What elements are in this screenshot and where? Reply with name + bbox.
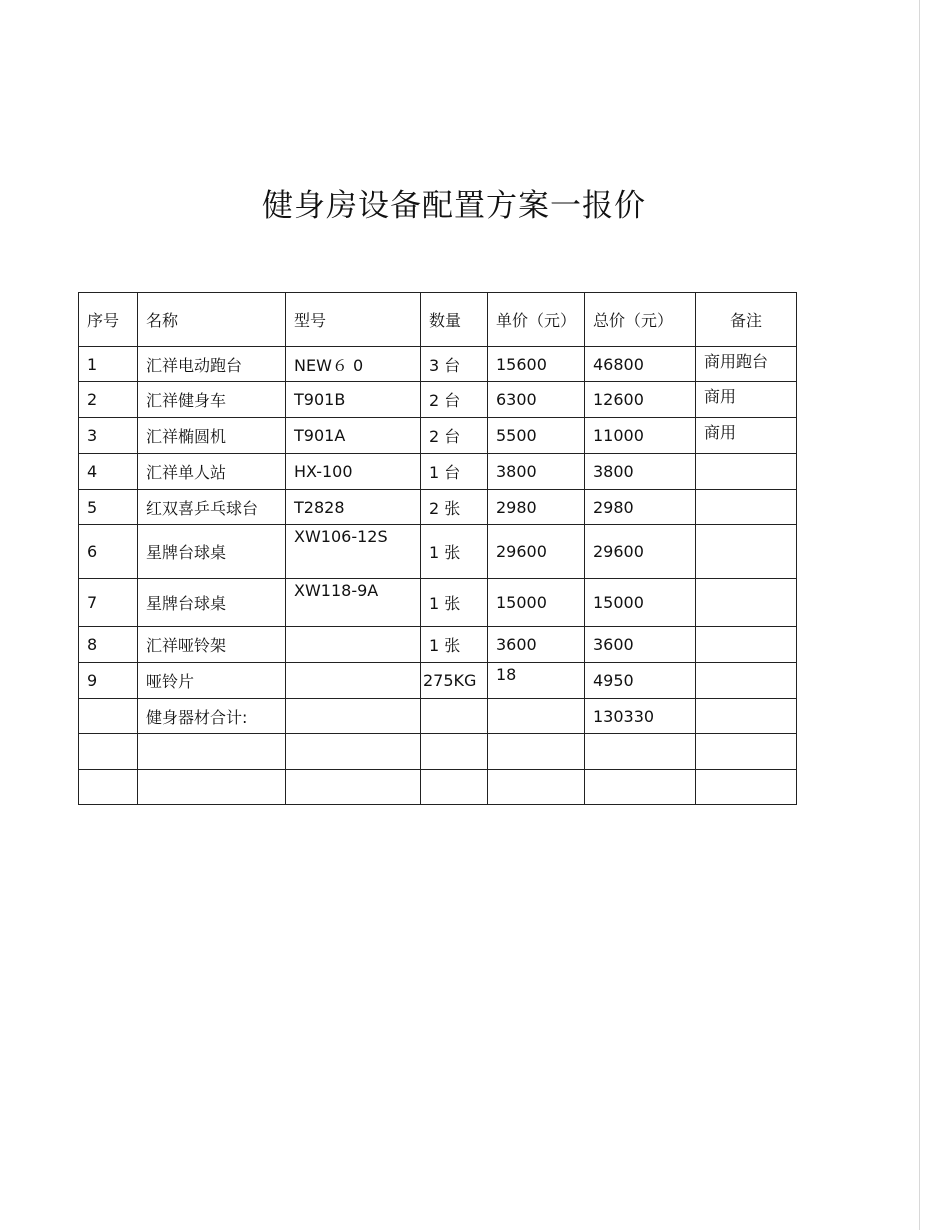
cell-name xyxy=(138,734,286,770)
cell-note xyxy=(696,734,797,770)
cell-note xyxy=(696,770,797,805)
cell-index xyxy=(79,699,138,734)
cell-quantity: 275KG xyxy=(421,663,488,699)
cell-quantity: 1 张 xyxy=(421,627,488,663)
cell-unit-price: 3800 xyxy=(488,454,585,490)
cell-quantity: 2 台 xyxy=(421,382,488,418)
table-row xyxy=(79,418,797,454)
cell-total-price: 12600 xyxy=(585,382,696,418)
cell-model: XW106-12S xyxy=(286,525,421,579)
cell-quantity: 1 张 xyxy=(421,525,488,579)
cell-note xyxy=(696,699,797,734)
cell-quantity: 3 台 xyxy=(421,347,488,382)
table-header-row xyxy=(79,293,797,347)
cell-note: 商用 xyxy=(696,382,797,418)
document-title: 健身房设备配置方案一报价 xyxy=(262,188,646,224)
cell-total-price: 15000 xyxy=(585,579,696,627)
cell-index xyxy=(79,770,138,805)
cell-model xyxy=(286,627,421,663)
cell-unit-price: 15000 xyxy=(488,579,585,627)
cell-quantity: 2 张 xyxy=(421,490,488,525)
cell-name: 汇祥哑铃架 xyxy=(138,627,286,663)
cell-quantity: 2 台 xyxy=(421,418,488,454)
cell-unit-price: 3600 xyxy=(488,627,585,663)
cell-note xyxy=(696,525,797,579)
cell-total-price: 3600 xyxy=(585,627,696,663)
cell-index: 8 xyxy=(79,627,138,663)
cell-unit-price: 29600 xyxy=(488,525,585,579)
cell-total-price: 2980 xyxy=(585,490,696,525)
header-total-price: 总价（元） xyxy=(585,293,696,347)
cell-total-price: 46800 xyxy=(585,347,696,382)
table-row xyxy=(79,627,797,663)
cell-total-price: 4950 xyxy=(585,663,696,699)
cell-name: 汇祥单人站 xyxy=(138,454,286,490)
cell-name: 汇祥健身车 xyxy=(138,382,286,418)
cell-index: 5 xyxy=(79,490,138,525)
cell-model xyxy=(286,770,421,805)
cell-total-price xyxy=(585,770,696,805)
cell-unit-price xyxy=(488,734,585,770)
page-edge-rule xyxy=(919,0,920,1230)
cell-quantity: 1 台 xyxy=(421,454,488,490)
cell-name: 健身器材合计: xyxy=(138,699,286,734)
cell-unit-price: 15600 xyxy=(488,347,585,382)
cell-index xyxy=(79,734,138,770)
cell-unit-price xyxy=(488,770,585,805)
cell-quantity xyxy=(421,770,488,805)
quote-table xyxy=(78,292,797,805)
table-row xyxy=(79,454,797,490)
cell-model: XW118-9A xyxy=(286,579,421,627)
cell-unit-price: 18 xyxy=(488,663,585,699)
cell-name: 汇祥椭圆机 xyxy=(138,418,286,454)
cell-model: T2828 xyxy=(286,490,421,525)
cell-model xyxy=(286,734,421,770)
cell-name xyxy=(138,770,286,805)
cell-model: NEW６ 0 xyxy=(286,347,421,382)
header-name: 名称 xyxy=(138,293,286,347)
cell-index: 1 xyxy=(79,347,138,382)
cell-name: 星牌台球桌 xyxy=(138,525,286,579)
cell-quantity xyxy=(421,734,488,770)
cell-model: T901B xyxy=(286,382,421,418)
table-row xyxy=(79,579,797,627)
cell-note: 商用 xyxy=(696,418,797,454)
header-index: 序号 xyxy=(79,293,138,347)
table-row xyxy=(79,347,797,382)
cell-index: 6 xyxy=(79,525,138,579)
cell-total-price: 3800 xyxy=(585,454,696,490)
cell-unit-price: 2980 xyxy=(488,490,585,525)
cell-note: 商用跑台 xyxy=(696,347,797,382)
cell-note xyxy=(696,627,797,663)
cell-total-price: 11000 xyxy=(585,418,696,454)
cell-quantity xyxy=(421,699,488,734)
table-row xyxy=(79,525,797,579)
table-row xyxy=(79,490,797,525)
cell-note xyxy=(696,490,797,525)
table-row xyxy=(79,770,797,805)
cell-model: HX-100 xyxy=(286,454,421,490)
cell-index: 7 xyxy=(79,579,138,627)
cell-name: 汇祥电动跑台 xyxy=(138,347,286,382)
cell-total-price: 29600 xyxy=(585,525,696,579)
header-unit-price: 单价（元） xyxy=(488,293,585,347)
cell-unit-price: 6300 xyxy=(488,382,585,418)
cell-note xyxy=(696,454,797,490)
cell-index: 4 xyxy=(79,454,138,490)
cell-note xyxy=(696,663,797,699)
cell-total-price: 130330 xyxy=(585,699,696,734)
table-row xyxy=(79,382,797,418)
cell-index: 9 xyxy=(79,663,138,699)
cell-index: 2 xyxy=(79,382,138,418)
cell-total-price xyxy=(585,734,696,770)
cell-model xyxy=(286,663,421,699)
header-model: 型号 xyxy=(286,293,421,347)
cell-note xyxy=(696,579,797,627)
cell-model: T901A xyxy=(286,418,421,454)
table-row xyxy=(79,734,797,770)
cell-index: 3 xyxy=(79,418,138,454)
cell-model xyxy=(286,699,421,734)
cell-name: 哑铃片 xyxy=(138,663,286,699)
header-note: 备注 xyxy=(696,293,797,347)
table-total-row xyxy=(79,699,797,734)
cell-unit-price: 5500 xyxy=(488,418,585,454)
header-quantity: 数量 xyxy=(421,293,488,347)
cell-unit-price xyxy=(488,699,585,734)
cell-quantity: 1 张 xyxy=(421,579,488,627)
cell-name: 星牌台球桌 xyxy=(138,579,286,627)
cell-name: 红双喜乒乓球台 xyxy=(138,490,286,525)
table-row xyxy=(79,663,797,699)
